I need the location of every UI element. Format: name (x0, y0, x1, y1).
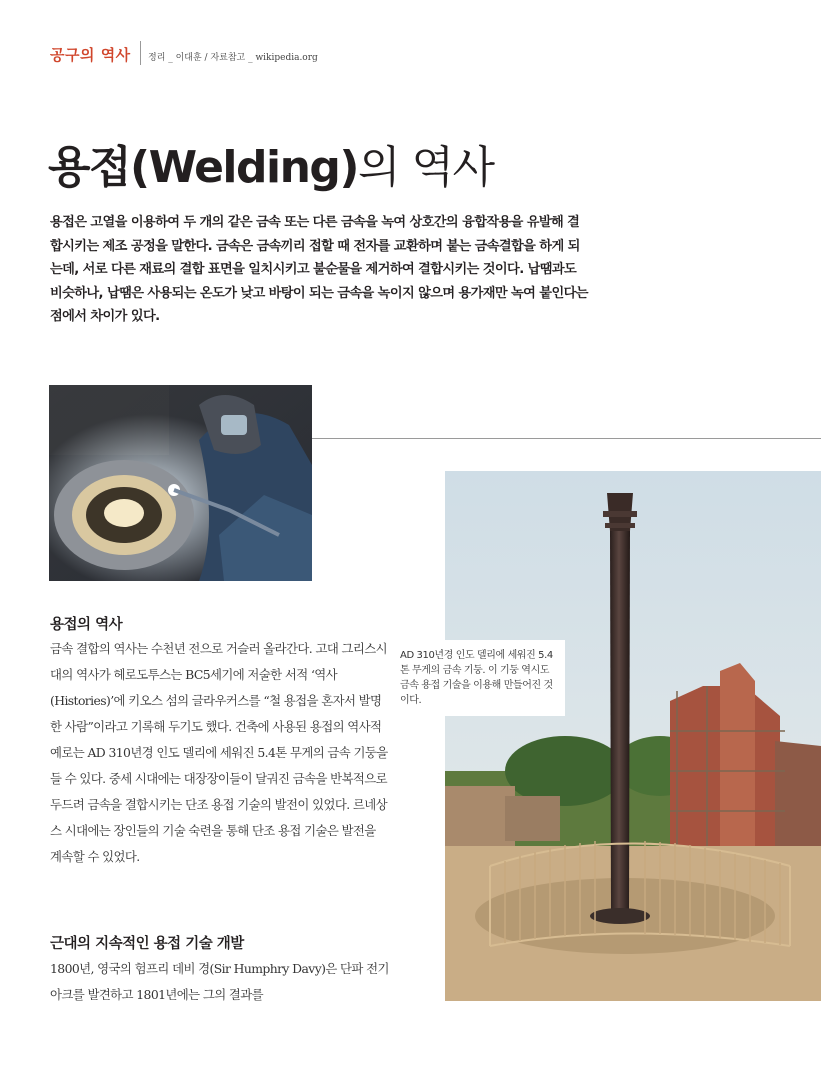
article-title (48, 142, 494, 193)
iron-pillar-photo (445, 471, 821, 1001)
section-tag: 공구의 역사 (50, 46, 131, 64)
title-main: 용접(Welding) (48, 142, 359, 193)
section-heading-history: 용접의 역사 (50, 617, 123, 633)
section-body-modern: 1800년, 영국의 험프리 데비 경(Sir Humphry Davy)은 단파 전기 아크를 발견하고 1801년에는 그의 결과를 (50, 961, 389, 1002)
horizontal-rule (312, 438, 821, 439)
divider (140, 41, 141, 65)
section-heading-modern: 근대의 지속적인 용접 기술 개발 (50, 936, 244, 952)
photo-caption: AD 310년경 인도 델리에 세워진 5.4톤 무게의 금속 기둥. 이 기둥 역시도 금속 용접 기술을 이용해 만들어진 것이다. (392, 640, 565, 716)
title-suffix: 의 역사 (358, 142, 494, 193)
section-body-history: 금속 결합의 역사는 수천년 전으로 거슬러 올라간다. 고대 그리스시대의 역사가 헤로도투스는 BC5세기에 저술한 서적 ‘역사(Histories)’에 키오스 섬의 글라우커스를 “철 용접을 혼자서 발명한 사람”이라고 기록해 두기도 했다. 건축에 사용된 용접의 역사적 예로는 AD 310년경 인도 델리에 세워진 5.4톤 무게의 금속 기둥을 들 수 있다. 중세 시대에는 대장장이들이 달궈진 금속을 반복적으로 두드려 금속을 결합시키는 단조 용접 기술의 발전이 있었다. 르네상스 시대에는 장인들의 기술 숙련을 통해 단조 용접 기술은 발전을 계속할 수 있었다. (50, 641, 388, 864)
credit-line: 정리 _ 이대훈 / 자료참고 _ wikipedia.org (148, 53, 318, 63)
welder-photo (49, 385, 312, 581)
lead-paragraph: 용접은 고열을 이용하여 두 개의 같은 금속 또는 다른 금속을 녹여 상호간의 융합작용을 유발해 결합시키는 제조 공정을 말한다. 금속은 금속끼리 접할 때 전자를 교환하며 붙는 금속결합을 하게 되는데, 서로 다른 재료의 결합 표면을 일치시키고 불순물을 제거하여 결합시키는 것이다. 납땜과도 비슷하나, 납땜은 사용되는 온도가 낮고 바탕이 되는 금속을 녹이지 않으며 용가재만 녹여 붙인다는 점에서 차이가 있다. (50, 215, 588, 324)
